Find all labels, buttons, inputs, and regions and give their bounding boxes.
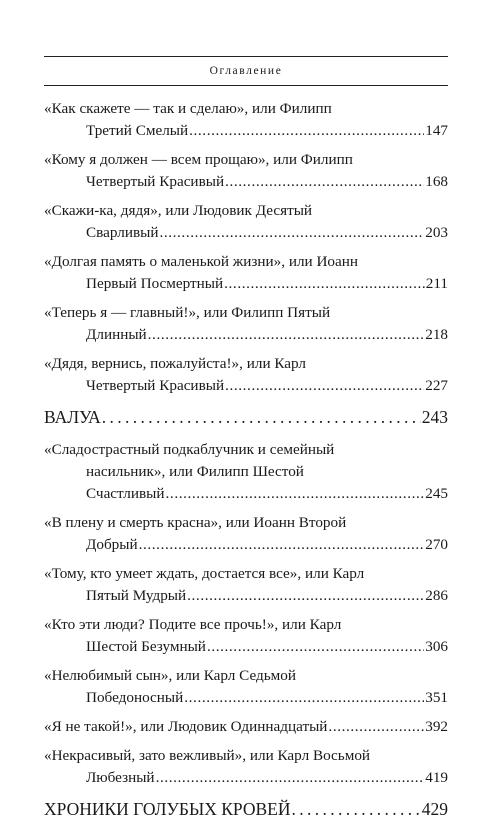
page-number: 211 [425, 275, 448, 292]
entry-title-cont: Первый Посмертный [86, 275, 224, 292]
entry-title: «Некрасивый, зато вежливый», или Карл Восьмой [44, 747, 371, 764]
dot-leader [102, 404, 421, 430]
table-of-contents [44, 98, 448, 831]
page-number: 203 [425, 224, 448, 241]
toc-entry[interactable] [44, 716, 448, 738]
entry-title: «Сладострастный подкаблучник и семейный [44, 441, 335, 458]
dot-leader [156, 767, 425, 789]
toc-entry[interactable] [44, 512, 448, 556]
toc-entry[interactable] [44, 665, 448, 709]
dot-leader [224, 273, 425, 295]
section-title: ХРОНИКИ ГОЛУБЫХ КРОВЕЙ [44, 799, 291, 819]
toc-entry[interactable] [44, 614, 448, 658]
entry-title: «Как скажете — так и сделаю», или Филипп [44, 100, 332, 117]
entry-title-cont: Добрый [86, 536, 138, 553]
page-number: 351 [425, 689, 448, 706]
page-number: 243 [421, 407, 448, 427]
page-number: 168 [425, 173, 448, 190]
entry-title: «В плену и смерть красна», или Иоанн Второй [44, 514, 347, 531]
entry-title-cont: Счастливый [86, 485, 165, 502]
page-number: 392 [425, 718, 448, 735]
entry-title-cont: Третий Смелый [86, 122, 189, 139]
dot-leader [225, 171, 424, 193]
page-number: 218 [425, 326, 448, 343]
entry-title-cont: Пятый Мудрый [86, 587, 187, 604]
dot-leader [166, 483, 425, 505]
section-title: ВАЛУА [44, 407, 101, 427]
entry-title: «Кому я должен — всем прощаю», или Филипп [44, 151, 353, 168]
dot-leader [148, 324, 425, 346]
entry-title-cont: Шестой Безумный [86, 638, 206, 655]
entry-title: «Кто эти люди? Подите все прочь!», или Карл [44, 616, 342, 633]
entry-title-cont: Длинный [86, 326, 147, 343]
toc-entry[interactable] [44, 353, 448, 397]
page-number: 147 [425, 122, 448, 139]
header-title: Оглавление [209, 65, 283, 77]
entry-title: «Тому, кто умеет ждать, достается все», или Карл [44, 565, 365, 582]
page-number: 227 [425, 377, 448, 394]
page-number: 419 [425, 769, 448, 786]
dot-leader [225, 375, 424, 397]
toc-section[interactable] [44, 404, 448, 430]
toc-entry[interactable] [44, 200, 448, 244]
entry-title: «Дядя, вернись, пожалуйста!», или Карл [44, 355, 307, 372]
toc-entry[interactable] [44, 98, 448, 142]
entry-title-cont: Победоносный [86, 689, 184, 706]
page-number: 429 [421, 799, 448, 819]
entry-title: «Долгая память о маленькой жизни», или Иоанн [44, 253, 359, 270]
entry-title-cont: насильник», или Филипп Шестой [86, 463, 304, 480]
entry-title-cont: Четвертый Красивый [86, 377, 225, 394]
dot-leader [207, 636, 424, 658]
page-number: 286 [425, 587, 448, 604]
entry-title: «Нелюбимый сын», или Карл Седьмой [44, 667, 296, 684]
dot-leader [139, 534, 425, 556]
dot-leader [189, 120, 424, 142]
entry-title: «Скажи-ка, дядя», или Людовик Десятый [44, 202, 313, 219]
toc-entry[interactable] [44, 439, 448, 505]
toc-entry[interactable] [44, 149, 448, 193]
toc-entry[interactable] [44, 251, 448, 295]
entry-title-cont: Сварливый [86, 224, 159, 241]
page-number: 306 [425, 638, 448, 655]
dot-leader [187, 585, 424, 607]
toc-entry[interactable] [44, 745, 448, 789]
entry-title-cont: Четвертый Красивый [86, 173, 225, 190]
page-number: 270 [425, 536, 448, 553]
toc-entry[interactable] [44, 302, 448, 346]
page-number: 245 [425, 485, 448, 502]
toc-entry[interactable] [44, 563, 448, 607]
running-header [44, 56, 448, 86]
dot-leader [328, 716, 424, 738]
dot-leader [159, 222, 424, 244]
dot-leader [184, 687, 424, 709]
entry-title: «Теперь я — главный!», или Филипп Пятый [44, 304, 331, 321]
entry-title: «Я не такой!», или Людовик Одиннадцатый [44, 718, 328, 735]
entry-title-cont: Любезный [86, 769, 155, 786]
